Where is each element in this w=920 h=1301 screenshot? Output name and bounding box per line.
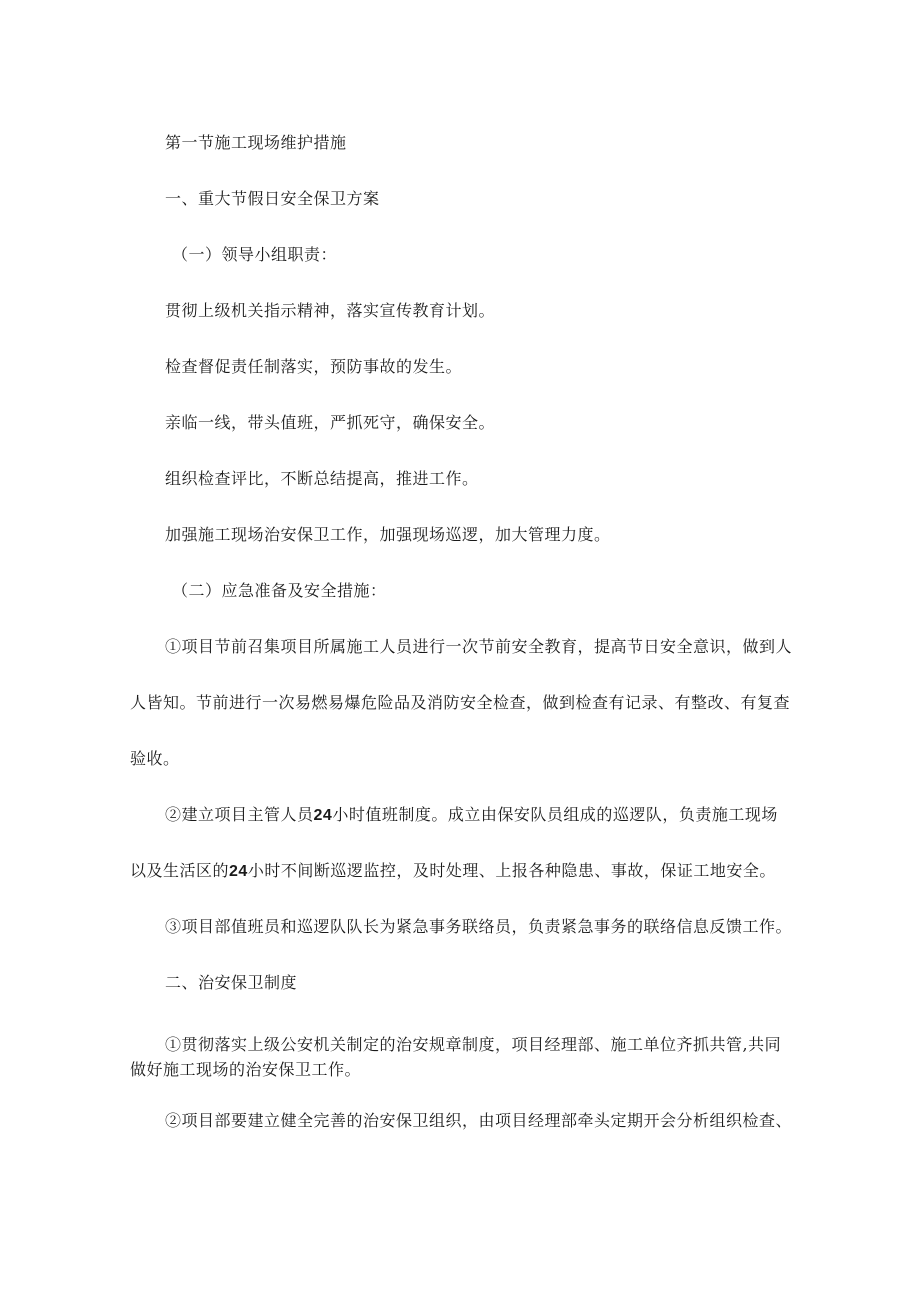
text-segment: ②建立项目主管人员	[165, 805, 314, 824]
duty-item: 检查督促责任制落实，预防事故的发生。	[165, 357, 463, 376]
paragraph-line	[130, 861, 776, 882]
number-24: 24	[229, 863, 248, 880]
paragraph-line	[165, 805, 778, 826]
paragraph-line: 验收。	[130, 749, 180, 768]
paragraph-line: ②项目部要建立健全完善的治安保卫组织，由项目经理部牵头定期开会分析组织检查、	[165, 1111, 793, 1130]
paragraph-line: 人皆知。节前进行一次易燃易爆危险品及消防安全检查，做到检查有记录、有整改、有复查	[130, 693, 791, 712]
duty-item: 亲临一线，带头值班，严抓死守，确保安全。	[165, 413, 496, 432]
paragraph-line: ①项目节前召集项目所属施工人员进行一次节前安全教育，提高节日安全意识，做到人	[165, 637, 793, 656]
paragraph-line: ①贯彻落实上级公安机关制定的治安规章制度，项目经理部、施工单位齐抓共管,共同	[165, 1035, 782, 1054]
paragraph-line: ③项目部值班员和巡逻队队长为紧急事务联络员，负责紧急事务的联络信息反馈工作。	[165, 917, 793, 936]
number-24: 24	[313, 807, 333, 824]
document-title: 第一节施工现场维护措施	[165, 133, 347, 152]
duty-item: 贯彻上级机关指示精神，落实宣传教育计划。	[165, 301, 496, 320]
section-heading-2: 二、治安保卫制度	[165, 973, 298, 992]
text-segment: 小时不间断巡逻监控，及时处理、上报各种隐患、事故，保证工地安全。	[247, 861, 776, 880]
subsection-heading-2: （二）应急准备及安全措施：	[172, 581, 387, 600]
text-segment: 以及生活区的	[130, 861, 230, 880]
section-heading-1: 一、重大节假日安全保卫方案	[165, 189, 380, 208]
paragraph-line: 做好施工现场的治安保卫工作。	[130, 1060, 362, 1079]
subsection-heading-1: （一）领导小组职责：	[172, 245, 338, 264]
text-segment: 小时值班制度。成立由保安队员组成的巡逻队，负责施工现场	[332, 805, 778, 824]
duty-item: 加强施工现场治安保卫工作，加强现场巡逻，加大管理力度。	[165, 525, 611, 544]
duty-item: 组织检查评比，不断总结提高，推进工作。	[165, 469, 479, 488]
